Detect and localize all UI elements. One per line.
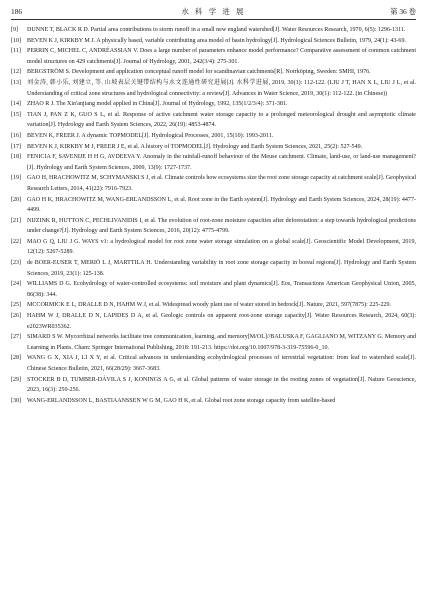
page-number: 186 — [11, 7, 23, 16]
reference-item — [11, 173, 416, 194]
reference-item — [11, 67, 416, 78]
reference-text: HAHM W J, DRALLE D N, LAPIDES D A, et al. Geologic controls on apparent root-zone storage capacity[J]. Water Resources Research, 2024, 60(3): e2023WR035362. — [27, 313, 416, 330]
reference-text: ZHAO R J. The Xin'anjiang model applied in China[J]. Journal of Hydrology, 1992, 135(1/2/3/4): 371-381. — [27, 101, 288, 108]
journal-title: 水 科 学 进 展 — [181, 7, 246, 16]
reference-number: [23] — [11, 260, 22, 267]
reference-text: MCCORMICK E L, DRALLE D N, HAHM W J, et al. Widespread woody plant use of water stored in bedrock[J]. Nature, 2021, 597(7875): 225-229. — [27, 302, 392, 309]
header-rule — [11, 19, 416, 20]
reference-number: [9] — [11, 27, 19, 33]
reference-number: [28] — [11, 355, 22, 362]
reference-text: de BOER-EUSER T, MERIÖ L J, MARTTILA H. Understanding variability in root zone storage capacity in boreal regions[J]. Hydrology and Earth System Sciences, 2019, 23(1): 125-138. — [27, 260, 416, 277]
reference-number: [30] — [11, 397, 22, 404]
reference-item — [11, 279, 416, 300]
reference-number: [18] — [11, 154, 22, 161]
reference-item — [11, 332, 416, 353]
reference-number: [25] — [11, 302, 22, 309]
reference-number: [15] — [11, 111, 22, 118]
reference-text: MAO G Q, LIU J G. WAYS v1: a hydrological model for root zone water storage simulation on a global scale[J]. Geoscientific Model Development, 2019, 12(12): 5267-5289. — [27, 238, 416, 256]
reference-item — [11, 152, 416, 173]
reference-number: [26] — [11, 313, 22, 320]
reference-number: [19] — [11, 175, 22, 182]
volume-label: 第 36 卷 — [390, 7, 416, 16]
reference-item — [11, 237, 416, 258]
reference-number: [29] — [11, 376, 22, 383]
reference-item — [11, 311, 416, 332]
reference-number: [20] — [11, 196, 22, 203]
reference-item — [11, 300, 416, 311]
reference-number: [21] — [11, 217, 22, 224]
reference-item — [11, 195, 416, 216]
reference-text: GAO H K, HRACHOWITZ M, WANG-ERLANDSSON L, et al. Root zone in the Earth system[J]. Hydrology and Earth System Sciences, 2024, 28(19): 4477-4499. — [27, 196, 416, 214]
reference-text: WILLIAMS D G. Ecohydrology of water-controlled ecosystems: soil moisture and plant dynamics[J]. Eos, Transactions American Geophysical Union, 2005, 86(38): 344. — [27, 281, 416, 298]
reference-item — [11, 353, 416, 374]
reference-text: DUNNE T, BLACK R D. Partial area contributions to storm runoff in a small new england watershed[J]. Water Resources Research, 1970, 6(5): 1296-1311. — [27, 27, 406, 33]
reference-item — [11, 131, 416, 142]
reference-text: 刘金涛, 韩小乐, 刘建立, 等. 山坡表层关键带结构与水文连通性研究进展[J]. 水科学进展, 2019, 30(1): 112-122. (LIU J T, HAN X L, LIU J L, et al. Understanding of critical zone structures and hydrological connectivity: a review[J]. Advances in Water Science, 2019, 30(1): 112-122. (in Chinese)) — [27, 79, 416, 97]
reference-number: [10] — [11, 37, 22, 44]
reference-number: [17] — [11, 143, 22, 150]
reference-item — [11, 99, 416, 110]
reference-number: [11] — [11, 48, 21, 55]
reference-item — [11, 396, 416, 407]
reference-item — [11, 375, 416, 396]
reference-item — [11, 110, 416, 131]
reference-text: BEVEN K J, KIRKBY M J, FREER J E, et al. A history of TOPMODEL[J]. Hydrology and Earth System Sciences, 2021, 25(2): 527-549. — [27, 143, 363, 150]
reference-text: WANG G X, XIA J, LI X Y, et al. Critical advances in understanding ecohydrological processes of terrestrial vegetation: from leaf to watershed scale[J]. Chinese Science Bulletin, 2021, 66(28/29): 3667-3683. — [27, 355, 416, 372]
reference-number: [12] — [11, 69, 22, 76]
reference-text: SIMARD S W. Mycorrhizal networks facilitate tree communication, learning, and memory[M/OL]//BALUSKA F, GAGLIANO M, WITZANY G. Memory and Learning in Plants. Cham: Springer International Publishing, 2018: 191-213. https://doi.org/10.1007/978-3-319-75596-0_10. — [27, 334, 416, 351]
reference-text: BEVEN K, FREER J. A dynamic TOPMODEL[J]. Hydrological Processes, 2001, 15(10): 1993-2011. — [27, 132, 274, 139]
reference-item — [11, 216, 416, 237]
reference-text: WANG-ERLANDSSON L, BASTIAANSSEN W G M, GAO H K, et al. Global root zone storage capacity from satellite-based — [27, 397, 336, 404]
reference-item — [11, 46, 416, 67]
reference-item — [11, 36, 416, 47]
reference-item — [11, 258, 416, 279]
reference-text: TIAN J, PAN Z K, GUO S L, et al. Response of active catchment water storage capacity to a prolonged meteorological drought and asymptotic climate variation[J]. Hydrology and Earth System Sciences, 2022, 26(19): 4853-4874. — [27, 111, 416, 129]
reference-item — [11, 142, 416, 153]
reference-number: [14] — [11, 101, 22, 108]
reference-text: GAO H, HRACHOWITZ M, SCHYMANSKI S J, et al. Climate controls how ecosystems size the root zone storage capacity at catchment scale[J]. Geophysical Research Letters, 2014, 41(22): 7916-7923. — [27, 175, 416, 192]
reference-number: [22] — [11, 238, 22, 245]
running-header — [11, 5, 416, 18]
reference-number: [27] — [11, 334, 22, 341]
reference-text: PERRIN C, MICHEL C, ANDRÉASSIAN V. Does a large number of parameters enhance model performance? Comparative assessment of common catchment model structures on 429 catchments[J]. Journal of Hydrology, 2001, 242(3/4): 275-301. — [27, 48, 416, 65]
reference-item — [11, 78, 416, 99]
reference-list — [11, 25, 416, 406]
reference-text: STOCKER B D, TUMBER-DÁVILA S J, KONINGS A G, et al. Global patterns of water storage in the rooting zones of vegetation[J]. Nature Geoscience, 2023, 16(3): 250-256. — [27, 376, 416, 394]
reference-text: BEVEN K J, KIRKBY M J. A physically based, variable contributing area model of basin hydrology[J]. Hydrological Sciences Bulletin, 1979, 24(1): 43-69. — [27, 37, 406, 44]
reference-text: BERGSTRÖM S. Development and application conceptual runoff model for scandinavian catchments[R]. Norrköping, Sweden: SMHI, 1976. — [27, 69, 371, 76]
reference-number: [16] — [11, 132, 22, 139]
reference-text: FENICIA F, SAVENIJE H H G, AVDEEVA Y. Anomaly in the rainfall-runoff behaviour of the Meuse catchment. Climate, land-use, or land-use management?[J]. Hydrology and Earth System Sciences, 2009, 13(9): 1727-1737. — [27, 154, 416, 171]
reference-text: NIJZINK R, HUTTON C, PECHLIVANIDIS I, et al. The evolution of root-zone moisture capacities after deforestation: a step towards hydrological predictions under change?[J]. Hydrology and Earth System Sciences, 2016, 20(12): 4775-4799. — [27, 217, 416, 235]
reference-number: [24] — [11, 281, 22, 288]
reference-number: [13] — [11, 79, 22, 86]
reference-item — [11, 25, 416, 36]
